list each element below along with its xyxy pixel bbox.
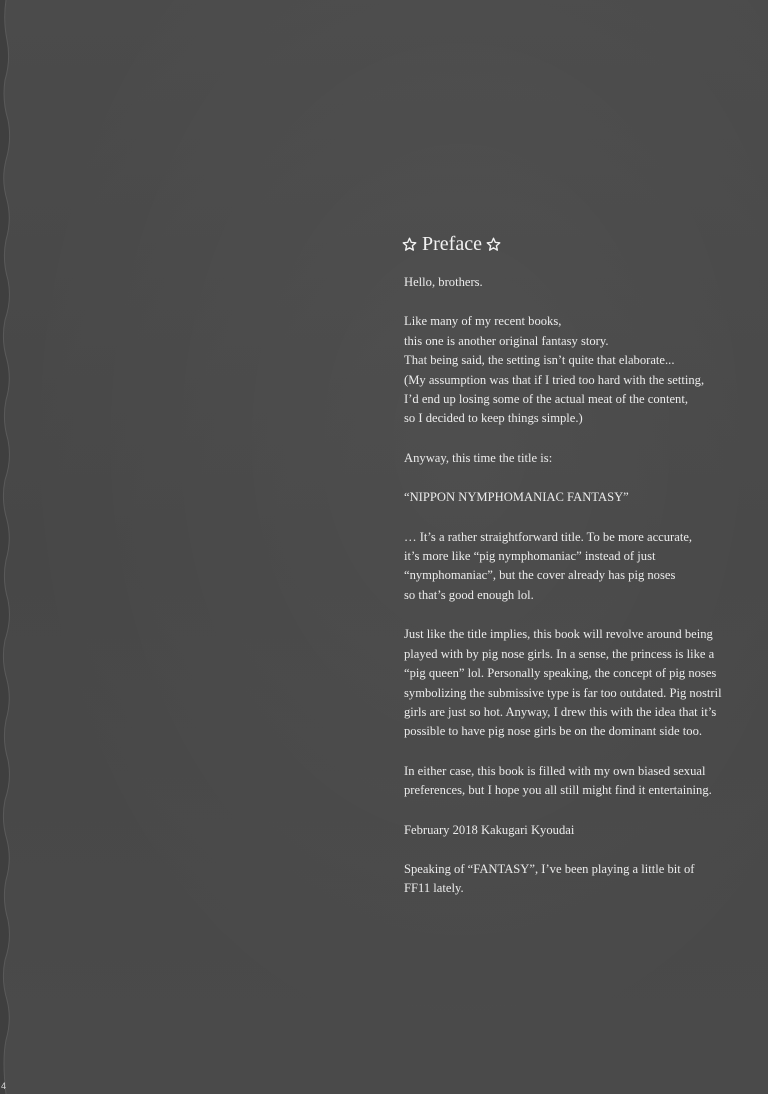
theme-paragraph: Just like the title implies, this book will revolve around being played with by pig nose girls. In a sense, the princess is like a “pig queen” lol. Personally speaking, the concept of pig noses symbolizing the submissive type is far too outdated. Pig nostril girls are just so hot. Anyway, I drew this with the idea that it’s possible to have pig nose girls be on the dominant side too.	[404, 627, 722, 739]
title-explanation-paragraph: … It’s a rather straightforward title. To be more accurate, it’s more like “pig nymphomaniac” instead of just “nymphomaniac”, but the cover already has pig noses so that’s good enough lol.	[404, 529, 693, 602]
binding-edge	[0, 0, 14, 1094]
page-number: 4	[1, 1081, 7, 1091]
closing-paragraph: In either case, this book is filled with my own biased sexual preferences, but I hope you all still might find it entertaining.	[404, 763, 712, 798]
signature-line: February 2018 Kakugari Kyoudai	[404, 822, 575, 837]
postscript-paragraph: Speaking of “FANTASY”, I’ve been playing a little bit of FF11 lately.	[404, 861, 695, 896]
preface-heading	[402, 230, 749, 258]
star-outline-icon	[402, 237, 417, 252]
preface-text-column	[404, 230, 749, 899]
title-lead-paragraph: Anyway, this time the title is:	[404, 450, 553, 465]
intro-paragraph: Like many of my recent books, this one is another original fantasy story. That being said, the setting isn’t quite that elaborate... (My assumption was that if I tried too hard with the setting, I’d end up losing some of the actual meat of the content, so I decided to keep things simple.)	[404, 314, 705, 426]
book-title-quote: “NIPPON NYMPHOMANIAC FANTASY”	[404, 490, 629, 505]
preface-title: Preface	[422, 233, 482, 255]
star-outline-icon	[486, 237, 501, 252]
greeting-paragraph: Hello, brothers.	[404, 275, 483, 289]
